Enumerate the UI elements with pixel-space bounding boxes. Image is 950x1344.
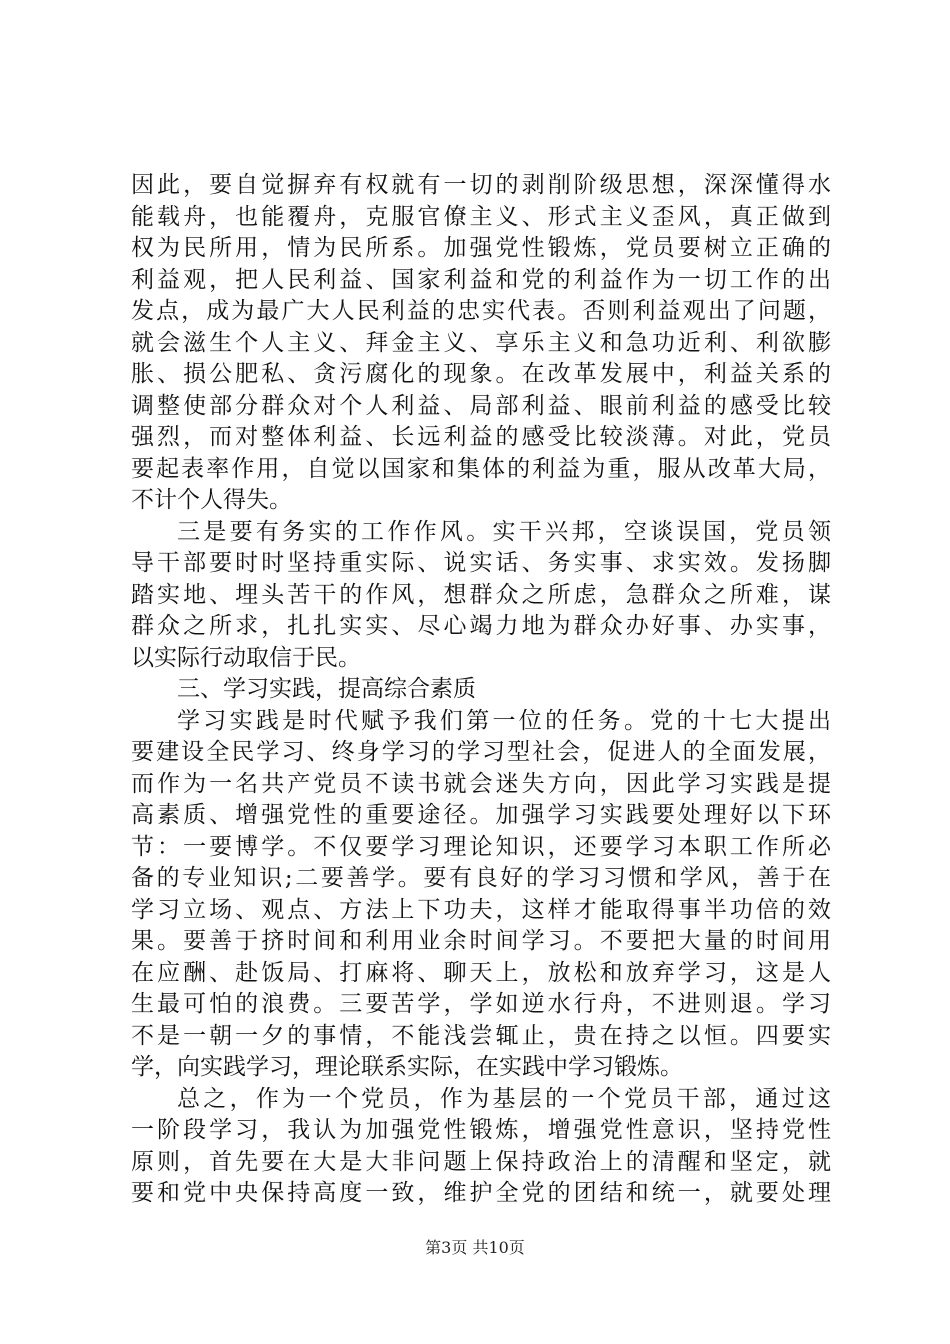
text-line: 群众之所求，扎扎实实、尽心竭力地为群众办好事、办实事， [131,613,831,639]
text-line: 学习实践是时代赋予我们第一位的任务。党的十七大提出 [177,707,831,734]
text-line: 三是要有务实的工作作风。实干兴邦，空谈误国，党员领 [177,518,831,545]
text-line: 以实际行动取信于民。 [131,644,361,671]
text-line: 而作为一名共产党员不读书就会迷失方向，因此学习实践是提 [131,770,831,797]
text-line: 要建设全民学习、终身学习的学习型社会，促进人的全面发展， [131,739,831,765]
text-line: 备的专业知识;二要善学。要有良好的学习习惯和学风，善于在 [131,865,831,891]
text-line: 不是一朝一夕的事情，不能浅尝辄止，贵在持之以恒。四要实 [131,1022,831,1049]
text-line: 一阶段学习，我认为加强党性锻炼，增强党性意识，坚持党性 [131,1117,831,1143]
text-line: 学习立场、观点、方法上下功夫，这样才能取得事半功倍的效 [131,896,831,923]
text-line: 胀、损公肥私、贪污腐化的现象。在改革发展中，利益关系的 [131,361,831,387]
text-line: 在应酬、赴饭局、打麻将、聊天上，放松和放弃学习，这是人 [131,959,831,986]
text-line: 能载舟，也能覆舟，克服官僚主义、形式主义歪风，真正做到 [131,203,831,230]
text-line: 学，向实践学习，理论联系实际，在实践中学习锻炼。 [131,1054,683,1080]
text-line: 调整使部分群众对个人利益、局部利益、眼前利益的感受比较 [131,392,831,419]
text-line: 利益观，把人民利益、国家利益和党的利益作为一切工作的出 [131,266,831,293]
page-footer [0,1238,950,1258]
text-line: 节：一要博学。不仅要学习理论知识，还要学习本职工作所必 [131,833,831,860]
text-line: 因此，要自觉摒弃有权就有一切的剥削阶级思想，深深懂得水 [131,172,831,198]
text-line: 发点，成为最广大人民利益的忠实代表。否则利益观出了问题， [131,298,831,324]
text-line: 踏实地、埋头苦干的作风，想群众之所虑，急群众之所难，谋 [131,581,831,608]
text-line: 原则，首先要在大是大非问题上保持政治上的清醒和坚定，就 [131,1148,831,1175]
text-line: 不计个人得失。 [131,487,292,513]
text-line: 导干部要时时坚持重实际、说实话、务实事、求实效。发扬脚 [131,550,831,576]
text-line: 高素质、增强党性的重要途径。加强学习实践要处理好以下环 [131,802,831,828]
page-number-label: 第3页 共10页 [425,1238,525,1257]
text-line: 果。要善于挤时间和利用业余时间学习。不要把大量的时间用 [131,928,831,954]
text-line: 权为民所用，情为民所系。加强党性锻炼，党员要树立正确的 [131,235,831,261]
text-line: 要和党中央保持高度一致，维护全党的团结和统一，就要处理 [131,1180,831,1206]
text-line: 生最可怕的浪费。三要苦学，学如逆水行舟，不进则退。学习 [131,991,831,1017]
text-line: 总之，作为一个党员，作为基层的一个党员干部，通过这 [177,1085,831,1112]
text-line: 三、学习实践，提高综合素质 [177,676,476,702]
text-line: 要起表率作用，自觉以国家和集体的利益为重，服从改革大局， [131,455,831,482]
document-body [131,170,831,1210]
text-line: 就会滋生个人主义、拜金主义、享乐主义和急功近利、利欲膨 [131,329,831,356]
text-line: 强烈，而对整体利益、长远利益的感受比较淡薄。对此，党员 [131,424,831,450]
